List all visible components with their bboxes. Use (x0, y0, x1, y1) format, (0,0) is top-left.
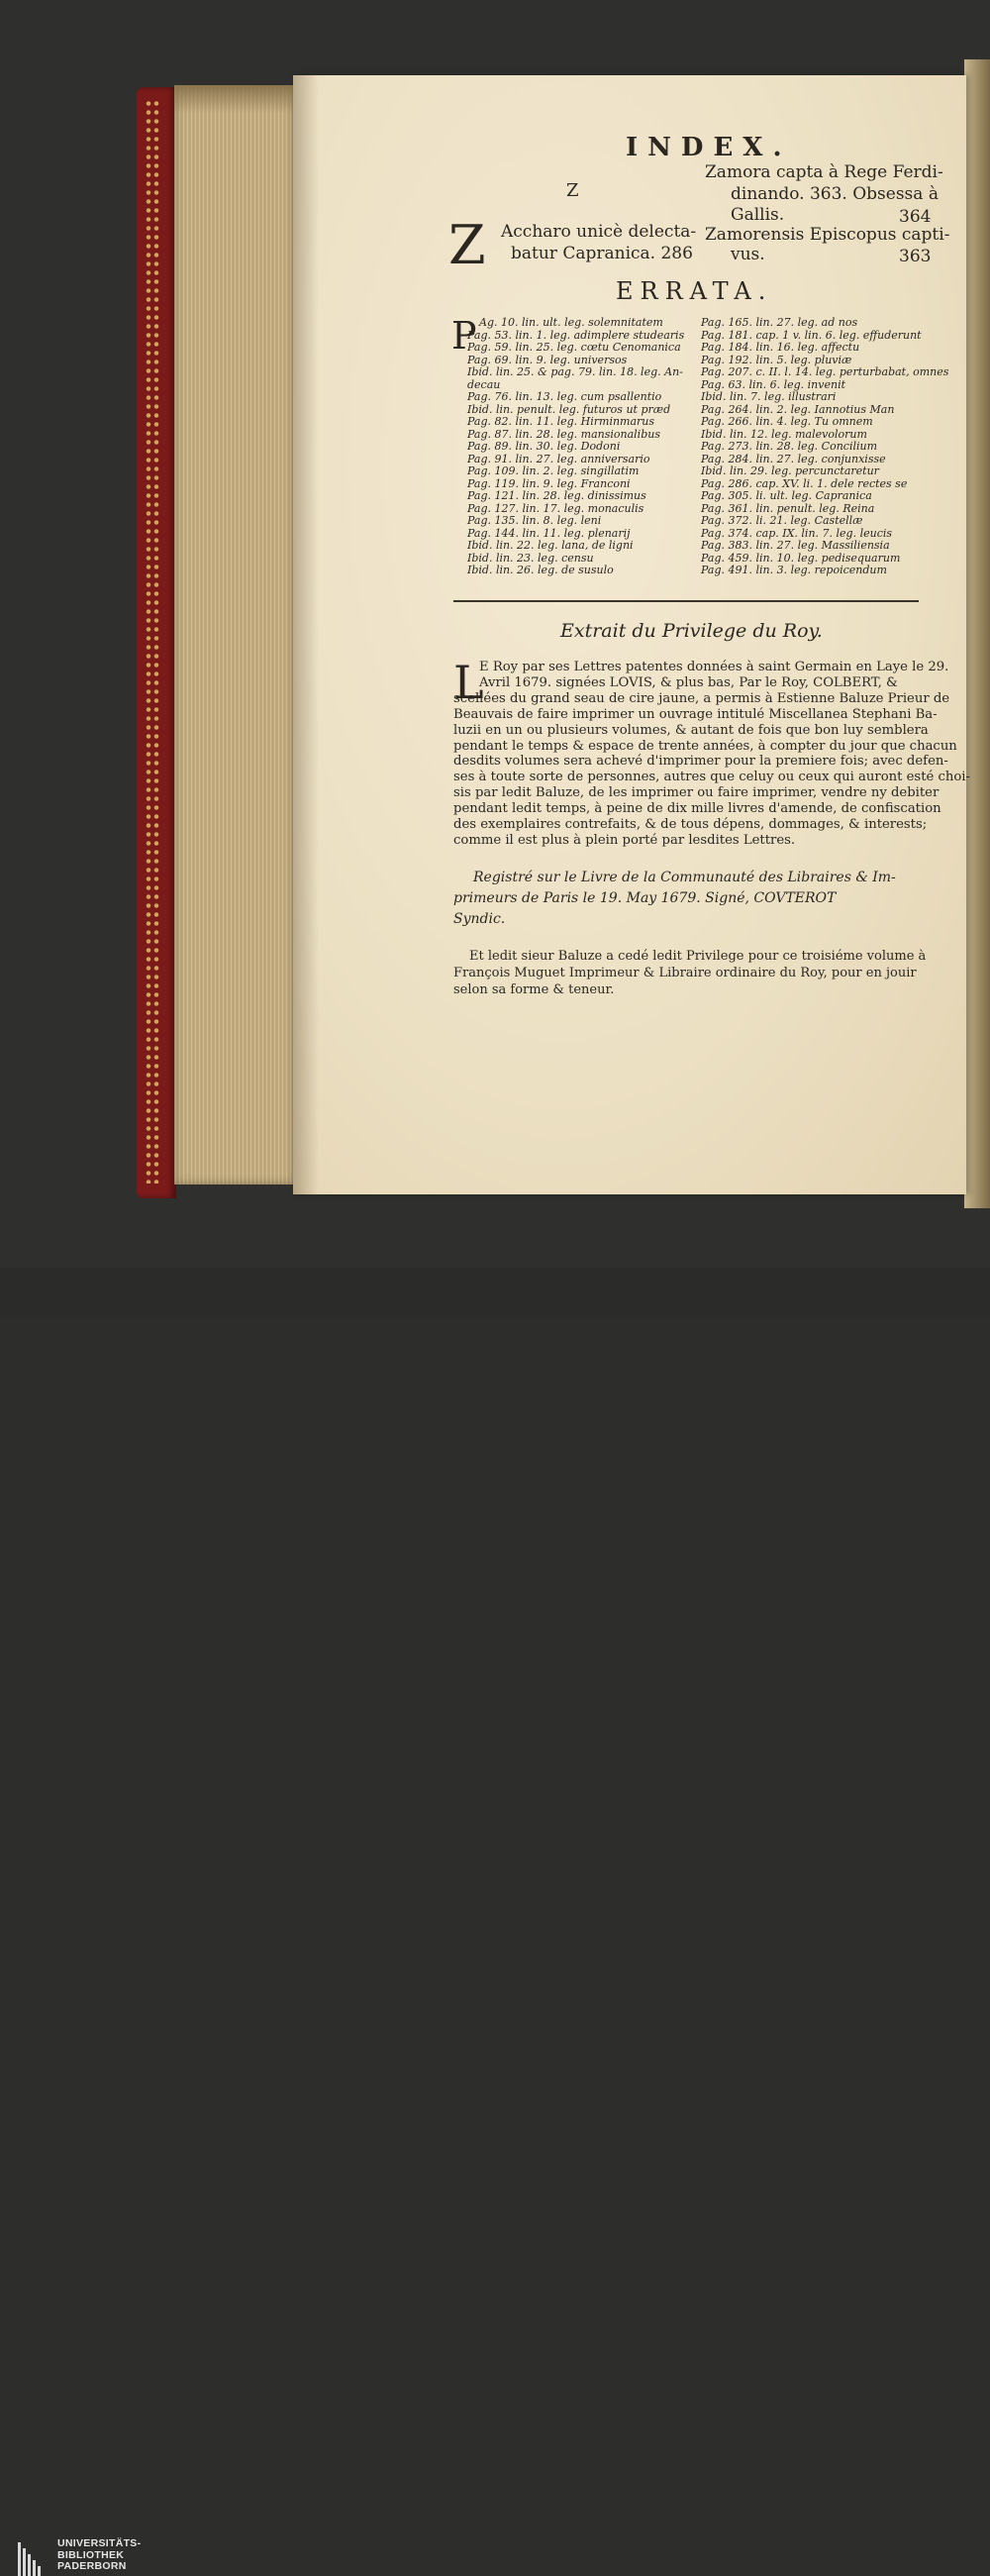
errata-entry: Pag. 69. lin. 9. leg. universos (467, 353, 628, 366)
cession-line: Et ledit sieur Baluze a cedé ledit Privilege pour ce troisiéme volume à (469, 949, 927, 964)
privilege-line: Beauvais de faire imprimer un ouvrage intitulé Miscellanea Stephani Ba- (453, 706, 938, 722)
index-entry-line: Gallis. (731, 205, 785, 225)
errata-entry: Pag. 459. lin. 10. leg. pedisequarum (701, 551, 901, 565)
errata-entry: Pag. 372. li. 21. leg. Castellæ (701, 514, 863, 527)
library-footer (0, 1268, 990, 2572)
privilege-line: E Roy par ses Lettres patentes données à saint Germain en Laye le 29. (479, 660, 949, 674)
privilege-line: Avril 1679. signées LOVIS, & plus bas, Par le Roy, COLBERT, & (479, 674, 898, 690)
logo-line: BIBLIOTHEK (57, 2548, 125, 2561)
errata-entry: Ibid. lin. 26. leg. de susulo (467, 564, 614, 576)
errata-entry: decau (467, 377, 501, 391)
errata-entry: Pag. 119. lin. 9. leg. Franconi (467, 476, 631, 490)
errata-entry: Ibid. lin. 29. leg. percunctaretur (701, 464, 879, 477)
logo-line: PADERBORN (57, 2560, 127, 2572)
privilege-line: scellées du grand seau de cire jaune, a permis à Estienne Baluze Prieur de (453, 690, 950, 706)
privilege-line: comme il est plus à plein porté par lesdites Lettres. (453, 832, 796, 848)
errata-entry: Ibid. lin. 12. leg. malevolorum (701, 427, 867, 441)
privilege-line: pendant le temps & espace de trente années, à compter du jour que chacun (453, 738, 957, 754)
library-logo-icon (18, 2542, 50, 2576)
errata-entry: Pag. 286. cap. XV. li. 1. dele rectes se (701, 476, 908, 490)
errata-entry: Pag. 82. lin. 11. leg. Hirminmarus (467, 415, 655, 428)
errata-entry: Pag. 181. cap. 1 v. lin. 6. leg. effuderunt (701, 328, 922, 342)
cession-line: François Muguet Imprimeur & Libraire ordinaire du Roy, pour en jouir (453, 966, 917, 980)
errata-entry: Pag. 305. li. ult. leg. Capranica (701, 489, 872, 502)
index-entry-line: Zamora capta à Rege Ferdi- (705, 162, 943, 182)
library-logo-text (57, 2538, 141, 2573)
errata-entry: Pag. 59. lin. 25. leg. cœtu Cenomanica (467, 341, 681, 354)
section-divider (453, 600, 919, 602)
cession-line: selon sa forme & teneur. (453, 982, 615, 997)
errata-title: ERRATA. (616, 277, 773, 305)
book-spine (137, 87, 176, 1198)
errata-entry: Pag. 284. lin. 27. leg. conjunxisse (701, 452, 886, 465)
index-entry-line: vus. (731, 245, 765, 264)
errata-entry: Pag. 491. lin. 3. leg. repoicendum (701, 564, 887, 576)
page-gutter (293, 75, 319, 1194)
errata-entry: Pag. 192. lin. 5. leg. pluviæ (701, 353, 852, 366)
errata-entry: Pag. 121. lin. 28. leg. dinissimus (467, 489, 646, 502)
errata-entry: Ibid. lin. penult. leg. futuros ut præd (467, 402, 671, 416)
errata-entry: Pag. 87. lin. 28. leg. mansionalibus (467, 427, 660, 441)
errata-entry: Pag. 53. lin. 1. leg. adimplere studearis (467, 328, 685, 342)
errata-entry: Ibid. lin. 22. leg. lana, de ligni (467, 539, 634, 552)
errata-entry: Pag. 109. lin. 2. leg. singillatim (467, 464, 640, 477)
privilege-line: sis par ledit Baluze, de les imprimer ou faire imprimer, vendre ny debiter (453, 785, 940, 801)
errata-entry: Pag. 207. c. II. l. 14. leg. perturbabat, omnes (701, 365, 949, 378)
errata-entry: Pag. 89. lin. 30. leg. Dodoni (467, 440, 621, 453)
registration-line: primeurs de Paris le 19. May 1679. Signé, COVTEROT (453, 890, 837, 906)
privilege-drop-cap: L (453, 656, 484, 709)
index-entry-line: batur Capranica. 286 (511, 244, 693, 263)
index-page-number: 364 (899, 207, 932, 227)
index-entry-line: Zamorensis Episcopus capti- (705, 225, 950, 245)
errata-entry: Ibid. lin. 23. leg. censu (467, 551, 594, 565)
registration-line: Registré sur le Livre de la Communauté des Libraires & Im- (473, 870, 896, 885)
privilege-line: ses à toute sorte de personnes, autres que celuy ou ceux qui auront esté choi- (453, 770, 970, 785)
index-entry-line: Accharo unicè delecta- (501, 222, 697, 242)
errata-entry: Pag. 127. lin. 17. leg. monaculis (467, 501, 644, 515)
privilege-line: des exemplaires contrefaits, & de tous dépens, dommages, & interests; (453, 817, 928, 832)
errata-entry: Pag. 76. lin. 13. leg. cum psallentio (467, 390, 662, 403)
privilege-title: Extrait du Privilege du Roy. (560, 620, 823, 642)
errata-entry: Pag. 273. lin. 28. leg. Concilium (701, 440, 878, 453)
privilege-line: luzii en un ou plusieurs volumes, & autant de fois que bon luy semblera (453, 722, 929, 738)
errata-entry: Pag. 63. lin. 6. leg. invenit (701, 377, 846, 391)
scan-viewport (0, 0, 990, 1268)
errata-entry: Pag. 266. lin. 4. leg. Tu omnem (701, 415, 873, 428)
logo-line: UNIVERSITÄTS- (57, 2537, 142, 2549)
errata-drop-cap: P (451, 314, 477, 358)
index-section-letter: Z (566, 180, 579, 201)
errata-entry: Pag. 135. lin. 8. leg. leni (467, 514, 602, 527)
index-title: INDEX. (626, 133, 792, 162)
errata-entry: Pag. 361. lin. penult. leg. Reina (701, 501, 875, 515)
privilege-line: desdits volumes sera achevé d'imprimer pour la premiere fois; avec defen- (453, 754, 948, 770)
errata-entry: Pag. 374. cap. IX. lin. 7. leg. leucis (701, 526, 893, 540)
index-drop-cap: Z (448, 214, 486, 276)
errata-entry: Pag. 144. lin. 11. leg. plenarij (467, 526, 631, 540)
registration-line: Syndic. (453, 911, 506, 927)
privilege-line: pendant ledit temps, à peine de dix mille livres d'amende, de confiscation (453, 801, 941, 817)
errata-entry: Pag. 383. lin. 27. leg. Massiliensia (701, 539, 890, 552)
errata-entry: Ibid. lin. 25. & pag. 79. lin. 18. leg. An- (467, 365, 683, 378)
errata-entry: Ibid. lin. 7. leg. illustrari (701, 390, 837, 403)
index-entry-line: dinando. 363. Obsessa à (731, 184, 939, 204)
errata-entry: Ag. 10. lin. ult. leg. solemnitatem (479, 316, 663, 329)
errata-entry: Pag. 184. lin. 16. leg. affectu (701, 341, 860, 354)
errata-entry: Pag. 91. lin. 27. leg. anniversario (467, 452, 650, 465)
page-edges (174, 85, 295, 1185)
errata-entry: Pag. 165. lin. 27. leg. ad nos (701, 316, 858, 329)
right-book-edge (964, 59, 990, 1208)
spine-gold-ornament (145, 99, 160, 1184)
index-page-number: 363 (899, 247, 932, 266)
errata-entry: Pag. 264. lin. 2. leg. Iannotius Man (701, 402, 895, 416)
